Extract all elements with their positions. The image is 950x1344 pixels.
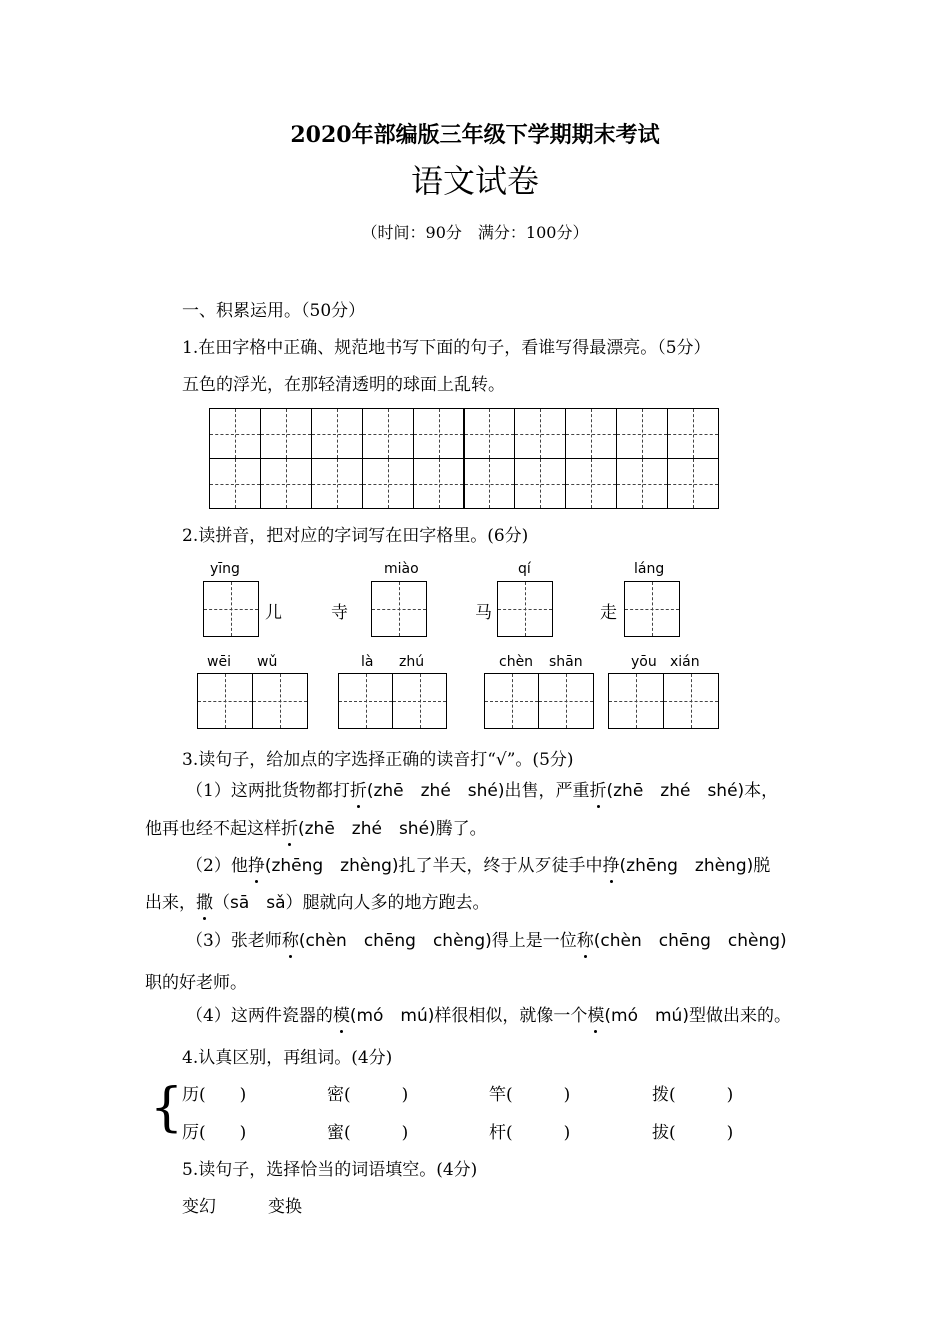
writing-grid-cell[interactable] <box>413 458 465 509</box>
dotted-char: 模 <box>333 1001 350 1026</box>
q4-item: 拨( ) <box>652 1085 734 1105</box>
writing-grid-cell[interactable] <box>616 458 668 509</box>
pinyin-label: chèn <box>499 654 534 670</box>
q4-item: 拔( ) <box>652 1123 734 1143</box>
brace-symbol: { <box>150 1078 184 1138</box>
q5-word-option: 变换 <box>268 1197 302 1217</box>
writing-grid-cell[interactable] <box>362 408 414 459</box>
pinyin-label: yīng <box>210 561 240 577</box>
grid-hint-char: 寺 <box>331 603 348 623</box>
answer-grid-cell[interactable] <box>497 581 553 637</box>
pinyin-label: yōu <box>631 654 657 670</box>
answer-grid-cell[interactable] <box>338 673 393 729</box>
grid-hint-char: 走 <box>600 603 617 623</box>
writing-grid-cell[interactable] <box>311 408 363 459</box>
pinyin-label: wǔ <box>257 654 278 670</box>
writing-grid-cell[interactable] <box>260 408 312 459</box>
exam-title: 2020年部编版三年级下学期期末考试 <box>290 122 660 148</box>
dotted-char: 折 <box>350 776 367 801</box>
writing-grid-cell[interactable] <box>667 458 719 509</box>
answer-grid-cell[interactable] <box>624 581 680 637</box>
writing-grid-cell[interactable] <box>464 408 516 459</box>
pinyin-label: qí <box>518 561 531 577</box>
writing-grid-cell[interactable] <box>514 408 566 459</box>
writing-grid-cell[interactable] <box>362 458 414 509</box>
q3-sentence-2b: 出来，撒（sā sǎ）腿就向人多的地方跑去。 <box>145 888 490 913</box>
q3-sentence-1a: （1）这两批货物都打折(zhē zhé shé)出售，严重折(zhē zhé shé)本， <box>186 776 778 801</box>
grid-hint-char: 儿 <box>265 603 282 623</box>
dotted-char: 折 <box>590 776 607 801</box>
answer-grid-cell[interactable] <box>538 673 594 729</box>
q5-prompt: 5.读句子，选择恰当的词语填空。(4分) <box>182 1160 478 1180</box>
exam-info: （时间：90分 满分：100分） <box>361 223 589 242</box>
q3-prompt: 3.读句子，给加点的字选择正确的读音打“√”。(5分) <box>182 750 574 770</box>
writing-grid-cell[interactable] <box>667 408 719 459</box>
answer-grid-cell[interactable] <box>392 673 447 729</box>
answer-grid-cell[interactable] <box>608 673 664 729</box>
q3-sentence-4: （4）这两件瓷器的模(mó mú)样很相似，就像一个模(mó mú)型做出来的。 <box>186 1001 791 1026</box>
writing-grid-cell[interactable] <box>514 458 566 509</box>
dotted-char: 撒 <box>196 888 213 913</box>
dotted-char: 折 <box>281 814 298 839</box>
pinyin-label: wēi <box>207 654 231 670</box>
answer-grid-cell[interactable] <box>371 581 427 637</box>
q4-item: 竿( ) <box>489 1085 571 1105</box>
q4-item: 蜜( ) <box>327 1123 409 1143</box>
answer-grid-cell[interactable] <box>484 673 539 729</box>
writing-grid-cell[interactable] <box>565 408 617 459</box>
pinyin-label: zhú <box>399 654 425 670</box>
dotted-char: 模 <box>587 1001 604 1026</box>
answer-grid-cell[interactable] <box>252 673 308 729</box>
grid-hint-char: 马 <box>475 603 492 623</box>
q1-sentence: 五色的浮光，在那轻清透明的球面上乱转。 <box>182 375 505 395</box>
q4-item: 密( ) <box>327 1085 409 1105</box>
section-heading: 一、积累运用。（50分） <box>182 301 366 321</box>
writing-grid-cell[interactable] <box>311 458 363 509</box>
pinyin-label: xián <box>670 654 700 670</box>
answer-grid-cell[interactable] <box>197 673 253 729</box>
writing-grid-cell[interactable] <box>209 408 261 459</box>
pinyin-label: miào <box>384 561 419 577</box>
dotted-char: 称 <box>577 926 594 951</box>
q3-sentence-3a: （3）张老师称(chèn chēng chèng)得上是一位称(chèn chēng chèng) <box>186 926 787 951</box>
pinyin-label: shān <box>549 654 583 670</box>
q2-prompt: 2.读拼音，把对应的字词写在田字格里。(6分) <box>182 526 529 546</box>
q4-item: 杆( ) <box>489 1123 571 1143</box>
pinyin-label: là <box>361 654 374 670</box>
dotted-char: 挣 <box>603 851 620 876</box>
q4-item: 历( ) <box>182 1085 247 1105</box>
dotted-char: 称 <box>282 926 299 951</box>
writing-grid-cell[interactable] <box>616 408 668 459</box>
q3-sentence-1b: 他再也经不起这样折(zhē zhé shé)腾了。 <box>145 814 487 839</box>
subject-title: 语文试卷 <box>410 162 539 200</box>
dotted-char: 挣 <box>248 851 265 876</box>
q3-sentence-2a: （2）他挣(zhēng zhèng)扎了半天，终于从歹徒手中挣(zhēng zhèng)脱 <box>186 851 770 876</box>
q4-prompt: 4.认真区别，再组词。(4分) <box>182 1048 393 1068</box>
writing-grid-cell[interactable] <box>464 458 516 509</box>
answer-grid-cell[interactable] <box>203 581 259 637</box>
writing-grid-cell[interactable] <box>260 458 312 509</box>
writing-grid-cell[interactable] <box>413 408 465 459</box>
q1-prompt: 1.在田字格中正确、规范地书写下面的句子，看谁写得最漂亮。（5分） <box>182 338 711 358</box>
writing-grid-cell[interactable] <box>565 458 617 509</box>
writing-grid-cell[interactable] <box>209 458 261 509</box>
pinyin-label: láng <box>634 561 665 577</box>
q5-word-option: 变幻 <box>182 1197 216 1217</box>
q3-sentence-3b: 职的好老师。 <box>145 973 247 993</box>
answer-grid-cell[interactable] <box>663 673 719 729</box>
q4-item: 厉( ) <box>182 1123 247 1143</box>
